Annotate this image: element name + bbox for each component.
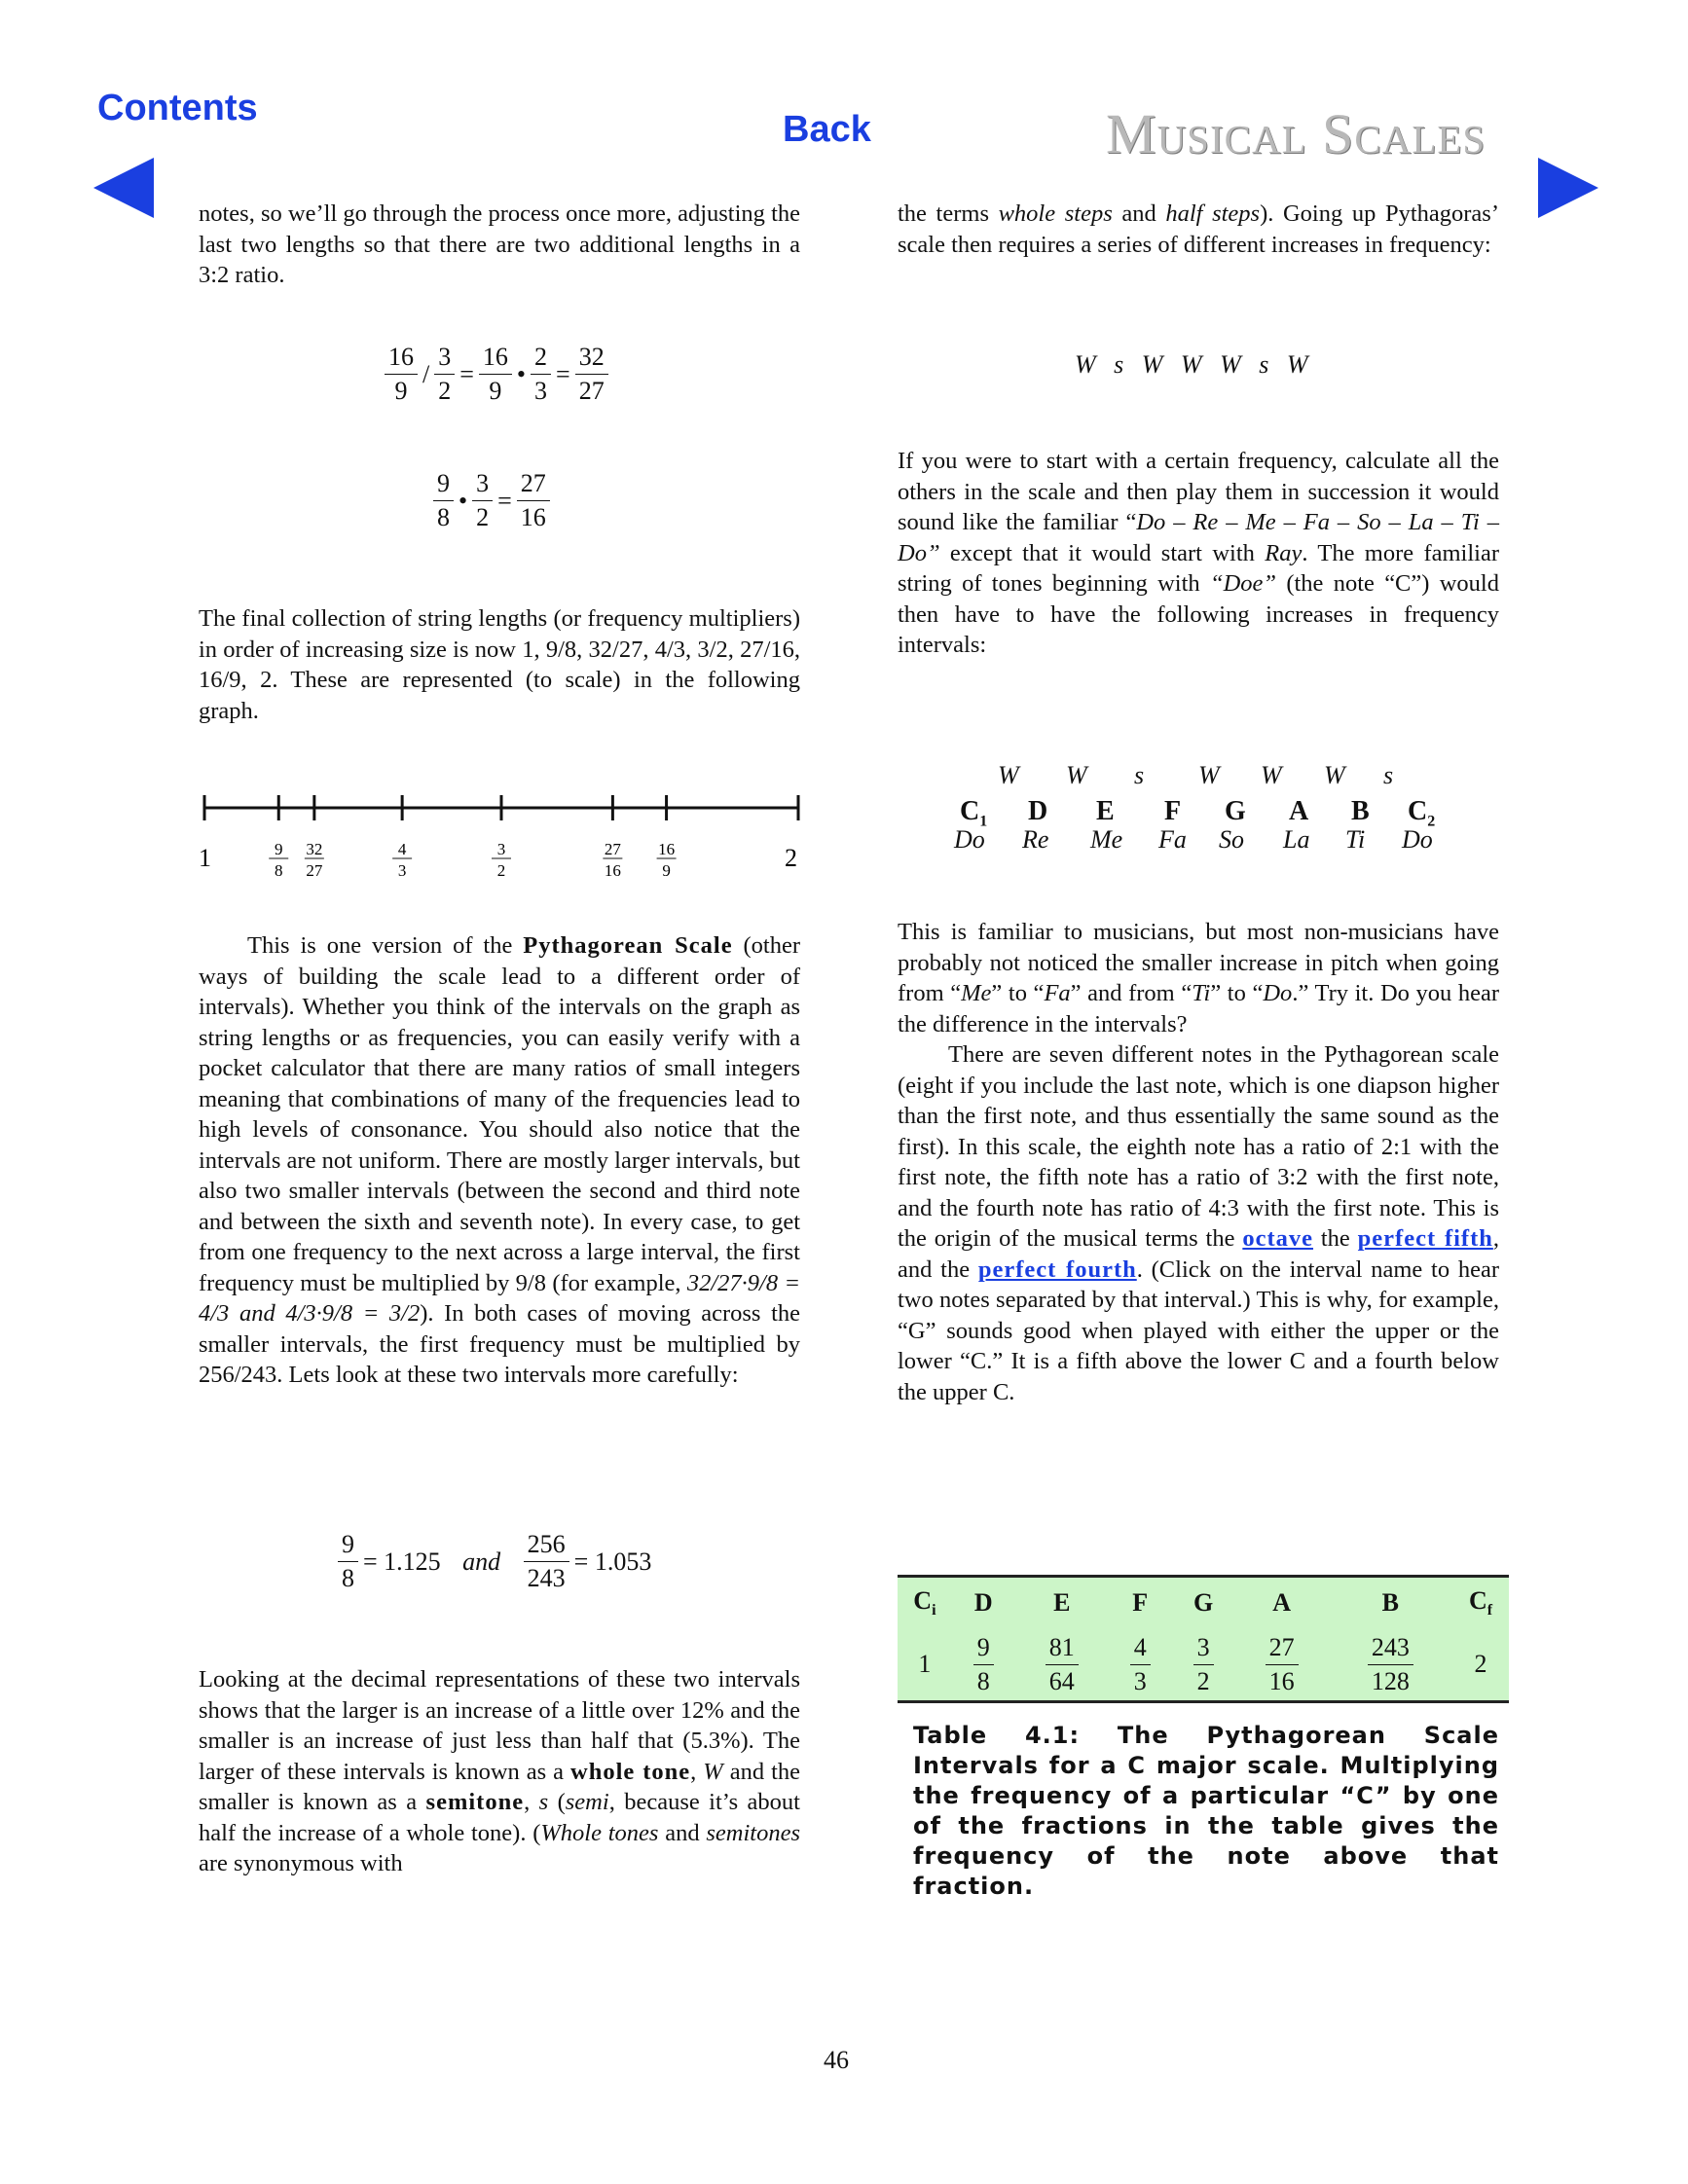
header-cell: E — [1053, 1588, 1071, 1617]
value-cell: $\frac{27}{16}$ — [1235, 1628, 1329, 1702]
note-label: A — [1289, 796, 1309, 826]
value-cell: 1 — [918, 1650, 932, 1678]
note-label: E — [1096, 796, 1115, 826]
left-para-1: notes, so we’ll go through the process once more, adjusting the last two lengths so that there are two additional lengths in a 3:2 ratio. — [199, 200, 800, 288]
tick-label-denominator: 27 — [306, 861, 323, 880]
note-label: $C_1$ — [960, 796, 988, 830]
solfege-label: Re — [1022, 825, 1049, 854]
solfege-label: Me — [1090, 825, 1123, 854]
interval-steps-sequence: W s W W W s W — [1075, 350, 1308, 379]
left-para-3: This is one version of the Pythagorean Scale (other ways of building the scale lead to a different order of intervals). Whether you think of the intervals on the graph as string lengths or as frequencies, you can easily verify with a pocket calculator that there are many ratios of small integers meaning that combinations of many of the frequencies lead to high levels of consonance. You should also notice that the intervals are not uniform. There are mostly larger intervals, but also two smaller intervals (between the second and third note and between the sixth and seventh note). In every case, to get from one frequency to the next across a large interval, the first frequency must be multiplied by 9/8 (for example, 32/27·9/8 = 4/3 and 4/3·9/8 = 3/2). In both cases of moving across the smaller intervals, the first frequency must be multiplied by 256/243. Lets look at these two intervals more carefully: — [199, 932, 801, 1388]
table-header-row — [898, 1577, 1509, 1629]
pythagorean-intervals-table — [898, 1575, 1509, 1703]
tick-label-numerator: 32 — [306, 840, 323, 858]
interval-number-line — [185, 779, 827, 886]
number-line-start-label: 1 — [199, 844, 211, 872]
equation-3: $\frac{9}{8}$ = 1.125 and $\frac{256}{243}$ = 1.053 — [335, 1528, 653, 1595]
right-para-1: the terms whole steps and half steps). Going up Pythagoras’ scale then requires a series of different increases in frequency: — [898, 200, 1499, 258]
value-cell: $\frac{3}{2}$ — [1172, 1628, 1235, 1702]
equation-2: $\frac{9}{8}$ • $\frac{3}{2}$ = $\frac{27}{16}$ — [430, 467, 553, 534]
tick-label-denominator: 9 — [662, 861, 671, 880]
perfect-fourth-link[interactable]: perfect fourth — [977, 1256, 1137, 1283]
solfege-label: Fa — [1158, 825, 1187, 854]
interval-step-label: s — [1134, 761, 1145, 789]
brand-title: Musical Scales — [1106, 102, 1486, 165]
equation-1: $\frac{16}{9}$ / $\frac{3}{2}$ = $\frac{16}{9}$ • $\frac{2}{3}$ = $\frac{32}{27}$ — [382, 341, 611, 408]
right-para-3: This is familiar to musicians, but most non-musicians have probably not noticed the smaller increase in pitch when going from “Me” to “Fa” and from “Ti” to “Do.” Try it. Do you hear the difference in the intervals? There are seven different notes in the Pythagorean scale (eight if you include the last note, which is one diapson higher than the first note, and thus essentially the same sound as the first). In this scale, the eighth note has a ratio of 2:1 with the first note, the fifth note has a ratio of 3:2 with the first note, and the fourth note has ratio of 4:3 with the first note. This is the origin of the musical terms the octave the perfect fifth, and the perfect fourth. (Click on the interval name to hear two notes separated by that interval.) This is why, for example, “G” sounds good when played with either the upper or the lower “C.” It is a fifth above the lower C and a fourth below the upper C. — [898, 919, 1500, 1405]
tick-label-numerator: 9 — [275, 840, 283, 858]
solfege-label: Do — [954, 825, 985, 854]
header-cell: A — [1272, 1588, 1291, 1617]
table-caption: Table 4.1: The Pythagorean Scale Intervals for a C major scale. Multiplying the frequency of a particular “C” by one of the fractions in the table gives the frequency of the note above that fraction. — [913, 1722, 1499, 1900]
header-cell: F — [1132, 1588, 1149, 1617]
interval-step-label: W — [998, 761, 1019, 789]
note-label: D — [1028, 796, 1048, 826]
header-cell: B — [1381, 1588, 1400, 1617]
note-label: G — [1225, 796, 1246, 826]
octave-link[interactable]: octave — [1242, 1225, 1314, 1252]
perfect-fifth-link[interactable]: perfect fifth — [1357, 1225, 1493, 1252]
interval-step-label: W — [1261, 761, 1282, 789]
tick-label-denominator: 8 — [275, 861, 283, 880]
note-label: F — [1164, 796, 1182, 826]
value-cell: $\frac{243}{128}$ — [1329, 1628, 1452, 1702]
solfege-label: La — [1283, 825, 1310, 854]
page-number: 46 — [824, 2046, 849, 2074]
solfege-label: So — [1219, 825, 1244, 854]
interval-step-label: s — [1383, 761, 1394, 789]
left-para-4: Looking at the decimal representations of these two intervals shows that the larger is an increase of a little over 12% and the smaller is an increase of just less than half that (5.3%). The larger of these intervals is known as a whole tone, W and the smaller is known as a semitone, s (semi, because it’s about half the increase of a whole tone). (Whole tones and semitones are synonymous with — [199, 1666, 801, 1876]
interval-step-label: W — [1324, 761, 1345, 789]
header-cell: G — [1193, 1588, 1214, 1617]
solfege-label: Do — [1402, 825, 1433, 854]
tick-label-numerator: 27 — [604, 840, 621, 858]
header-cell: D — [973, 1588, 993, 1617]
contents-link[interactable]: Contents — [97, 88, 258, 128]
interval-step-label: W — [1198, 761, 1220, 789]
value-cell: $\frac{4}{3}$ — [1109, 1628, 1172, 1702]
next-page-arrow-icon[interactable] — [1538, 158, 1598, 218]
tick-label-denominator: 3 — [397, 861, 407, 880]
tick-label-numerator: 16 — [658, 840, 676, 858]
back-link[interactable]: Back — [783, 109, 871, 150]
header-cell: $C_i$ — [913, 1585, 936, 1620]
value-cell: $\frac{9}{8}$ — [952, 1628, 1015, 1702]
previous-page-arrow-icon[interactable] — [93, 158, 154, 218]
left-para-2: The final collection of string lengths (or frequency multipliers) in order of increasing size is now 1, 9/8, 32/27, 4/3, 3/2, 27/16, 16/9, 2. These are represented (to scale) in the following graph. — [199, 605, 800, 724]
note-label: $C_2$ — [1408, 796, 1436, 830]
note-label: B — [1351, 796, 1370, 826]
tick-label-numerator: 3 — [496, 840, 506, 858]
interval-step-label: W — [1066, 761, 1087, 789]
number-line-end-label: 2 — [785, 844, 797, 872]
table-row — [898, 1628, 1509, 1702]
solfege-label: Ti — [1345, 825, 1366, 854]
right-para-2: If you were to start with a certain frequency, calculate all the others in the scale and then play them in succession it would sound like the familiar “Do – Re – Me – Fa – So – La – Ti – Do” except that it would start with Ray. The more familiar string of tones beginning with “Doe” (the note “C”) would then have to have the following increases in frequency intervals: — [898, 448, 1500, 658]
header-cell: $C_f$ — [1468, 1585, 1493, 1620]
tick-label-numerator: 4 — [397, 840, 407, 858]
value-cell: $\frac{81}{64}$ — [1015, 1628, 1109, 1702]
tick-label-denominator: 16 — [604, 861, 621, 880]
tick-label-denominator: 2 — [496, 861, 506, 880]
value-cell: 2 — [1474, 1650, 1487, 1678]
pythagorean-scale-term: Pythagorean Scale — [523, 932, 733, 959]
